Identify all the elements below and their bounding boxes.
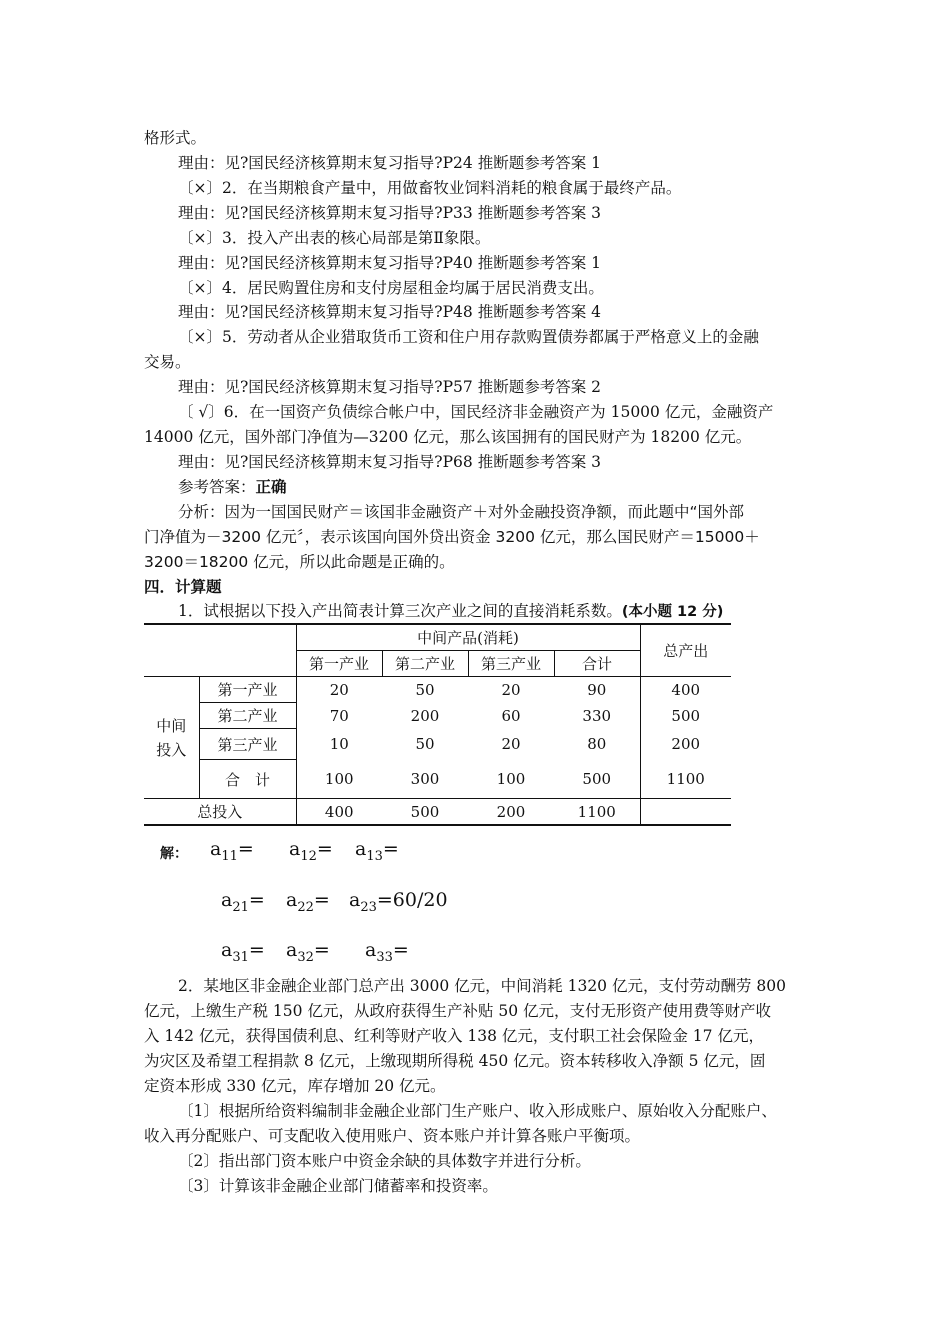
coef-a12: $a_{12}=$ <box>289 838 333 864</box>
table-cell: 330 <box>554 703 640 729</box>
table-cell: 400 <box>671 680 701 699</box>
coef-a33: $a_{33}=$ <box>365 939 409 965</box>
row-label: 总投入 <box>144 799 296 826</box>
table-cell: 20 <box>329 680 349 699</box>
table-cell: 70 <box>329 706 349 725</box>
table-cell: 100 <box>296 760 382 799</box>
text-line: 2．某地区非金融企业部门总产出 3000 亿元，中间消耗 1320 亿元，支付劳动酬劳 800 <box>178 977 786 995</box>
text-line: 〔×〕5．劳动者从企业猎取货币工资和住户用存款购置债券都属于严格意义上的金融 <box>178 328 759 346</box>
table-cell: 200 <box>468 799 554 826</box>
text-line: 理由：见?国民经济核算期末复习指导?P24 推断题参考答案 1 <box>178 154 601 172</box>
table-cell: 20 <box>501 680 521 699</box>
table-cell: 500 <box>671 706 701 725</box>
coef-a31: $a_{31}=$ <box>221 939 265 965</box>
table-cell: 50 <box>415 735 435 753</box>
input-output-table <box>144 623 731 826</box>
row-label: 第一产业 <box>199 677 296 703</box>
answer-value: 正确 <box>255 478 287 496</box>
text-line: 入 142 亿元，获得国债利息、红利等财产收入 138 亿元，支付职工社会保险金 17 亿元， <box>144 1027 764 1045</box>
coef-a21: $a_{21}=$ <box>221 889 265 915</box>
answer-label: 参考答案： <box>178 478 256 496</box>
header-total-output: 总产出 <box>640 624 731 677</box>
solution-prefix: 解： <box>160 846 188 862</box>
table-cell: 200 <box>671 735 701 753</box>
row-group-line: 中间 <box>156 716 187 735</box>
question-text: 1．试根据以下投入产出简表计算三次产业之间的直接消耗系数。 <box>178 602 622 620</box>
coef-a23: $a_{23}=60/20$ <box>349 889 448 915</box>
table-cell: 500 <box>554 760 640 799</box>
text-line: 门净值为－3200 亿元〞，表示该国向国外贷出资金 3200 亿元，那么国民财产＝15000＋ <box>144 528 760 546</box>
row-group-label <box>144 677 199 799</box>
table-corner <box>144 624 296 677</box>
col-header: 第一产业 <box>296 651 382 677</box>
coef-a32: $a_{32}=$ <box>286 939 330 965</box>
row-group-line: 投入 <box>156 740 187 759</box>
table-cell: 200 <box>410 706 440 725</box>
col-header: 第三产业 <box>468 651 554 677</box>
text-line: 〔×〕2．在当期粮食产量中，用做畜牧业饲料消耗的粮食属于最终产品。 <box>178 179 682 197</box>
text-line: 理由：见?国民经济核算期末复习指导?P68 推断题参考答案 3 <box>178 453 601 471</box>
text-line: 收入再分配账户、可支配收入使用账户、资本账户并计算各账户平衡项。 <box>144 1127 641 1145</box>
col-header: 合计 <box>554 651 640 677</box>
text-line: 为灾区及希望工程捐款 8 亿元，上缴现期所得税 450 亿元。资本转移收入净额 5 亿元，固 <box>144 1052 766 1070</box>
table-cell: 60 <box>501 706 521 725</box>
text-line: 〔2〕指出部门资本账户中资金余缺的具体数字并进行分析。 <box>178 1152 591 1170</box>
row-label: 第二产业 <box>199 703 296 729</box>
table-cell: 80 <box>554 729 640 760</box>
table-cell: 50 <box>415 680 435 699</box>
text-line: 〔 √〕6．在一国资产负债综合帐户中，国民经济非金融资产为 15000 亿元，金融资产 <box>178 403 774 421</box>
text-line: 理由：见?国民经济核算期末复习指导?P40 推断题参考答案 1 <box>178 254 601 272</box>
table-cell: 500 <box>382 799 468 826</box>
section-heading: 四．计算题 <box>144 578 222 596</box>
table-cell: 20 <box>501 735 521 753</box>
question-points: (本小题 12 分) <box>621 604 724 620</box>
text-line: 理由：见?国民经济核算期末复习指导?P57 推断题参考答案 2 <box>178 378 601 396</box>
header-group: 中间产品(消耗) <box>296 624 640 651</box>
table-cell: 1100 <box>554 799 640 826</box>
row-label: 第三产业 <box>199 729 296 760</box>
table-cell <box>640 799 731 826</box>
text-line: 〔1〕根据所给资料编制非金融企业部门生产账户、收入形成账户、原始收入分配账户、 <box>178 1102 777 1120</box>
table-cell: 90 <box>554 677 640 703</box>
text-line: 〔3〕计算该非金融企业部门储蓄率和投资率。 <box>178 1177 498 1195</box>
col-header: 第二产业 <box>382 651 468 677</box>
text-line: 理由：见?国民经济核算期末复习指导?P48 推断题参考答案 4 <box>178 303 601 321</box>
text-line: 〔×〕4．居民购置住房和支付房屋租金均属于居民消费支出。 <box>178 279 604 297</box>
text-line: 14000 亿元，国外部门净值为—3200 亿元，那么该国拥有的国民财产为 18200 亿元。 <box>144 428 752 446</box>
table-cell: 100 <box>468 760 554 799</box>
table-cell: 10 <box>329 735 349 753</box>
coef-a13: $a_{13}=$ <box>355 838 399 864</box>
text-line: 理由：见?国民经济核算期末复习指导?P33 推断题参考答案 3 <box>178 204 601 222</box>
row-label: 合 计 <box>199 760 296 799</box>
text-line: 定资本形成 330 亿元，库存增加 20 亿元。 <box>144 1077 446 1095</box>
question-line <box>178 601 723 622</box>
text-line: 格形式。 <box>144 129 207 147</box>
text-line: 〔×〕3．投入产出表的核心局部是第Ⅱ象限。 <box>178 229 491 247</box>
text-line: 3200＝18200 亿元，所以此命题是正确的。 <box>144 553 455 571</box>
text-line: 交易。 <box>144 353 191 371</box>
coef-a22: $a_{22}=$ <box>286 889 330 915</box>
answer-line <box>178 477 287 497</box>
coef-a11: $a_{11}=$ <box>210 838 254 864</box>
text-line: 亿元，上缴生产税 150 亿元，从政府获得生产补贴 50 亿元，支付无形资产使用费等财产收 <box>144 1002 772 1020</box>
table-cell: 300 <box>382 760 468 799</box>
table-cell: 400 <box>296 799 382 826</box>
text-line: 分析：因为一国国民财产＝该国非金融资产＋对外金融投资净额，而此题中“国外部 <box>178 503 745 521</box>
table-cell: 1100 <box>640 760 731 799</box>
